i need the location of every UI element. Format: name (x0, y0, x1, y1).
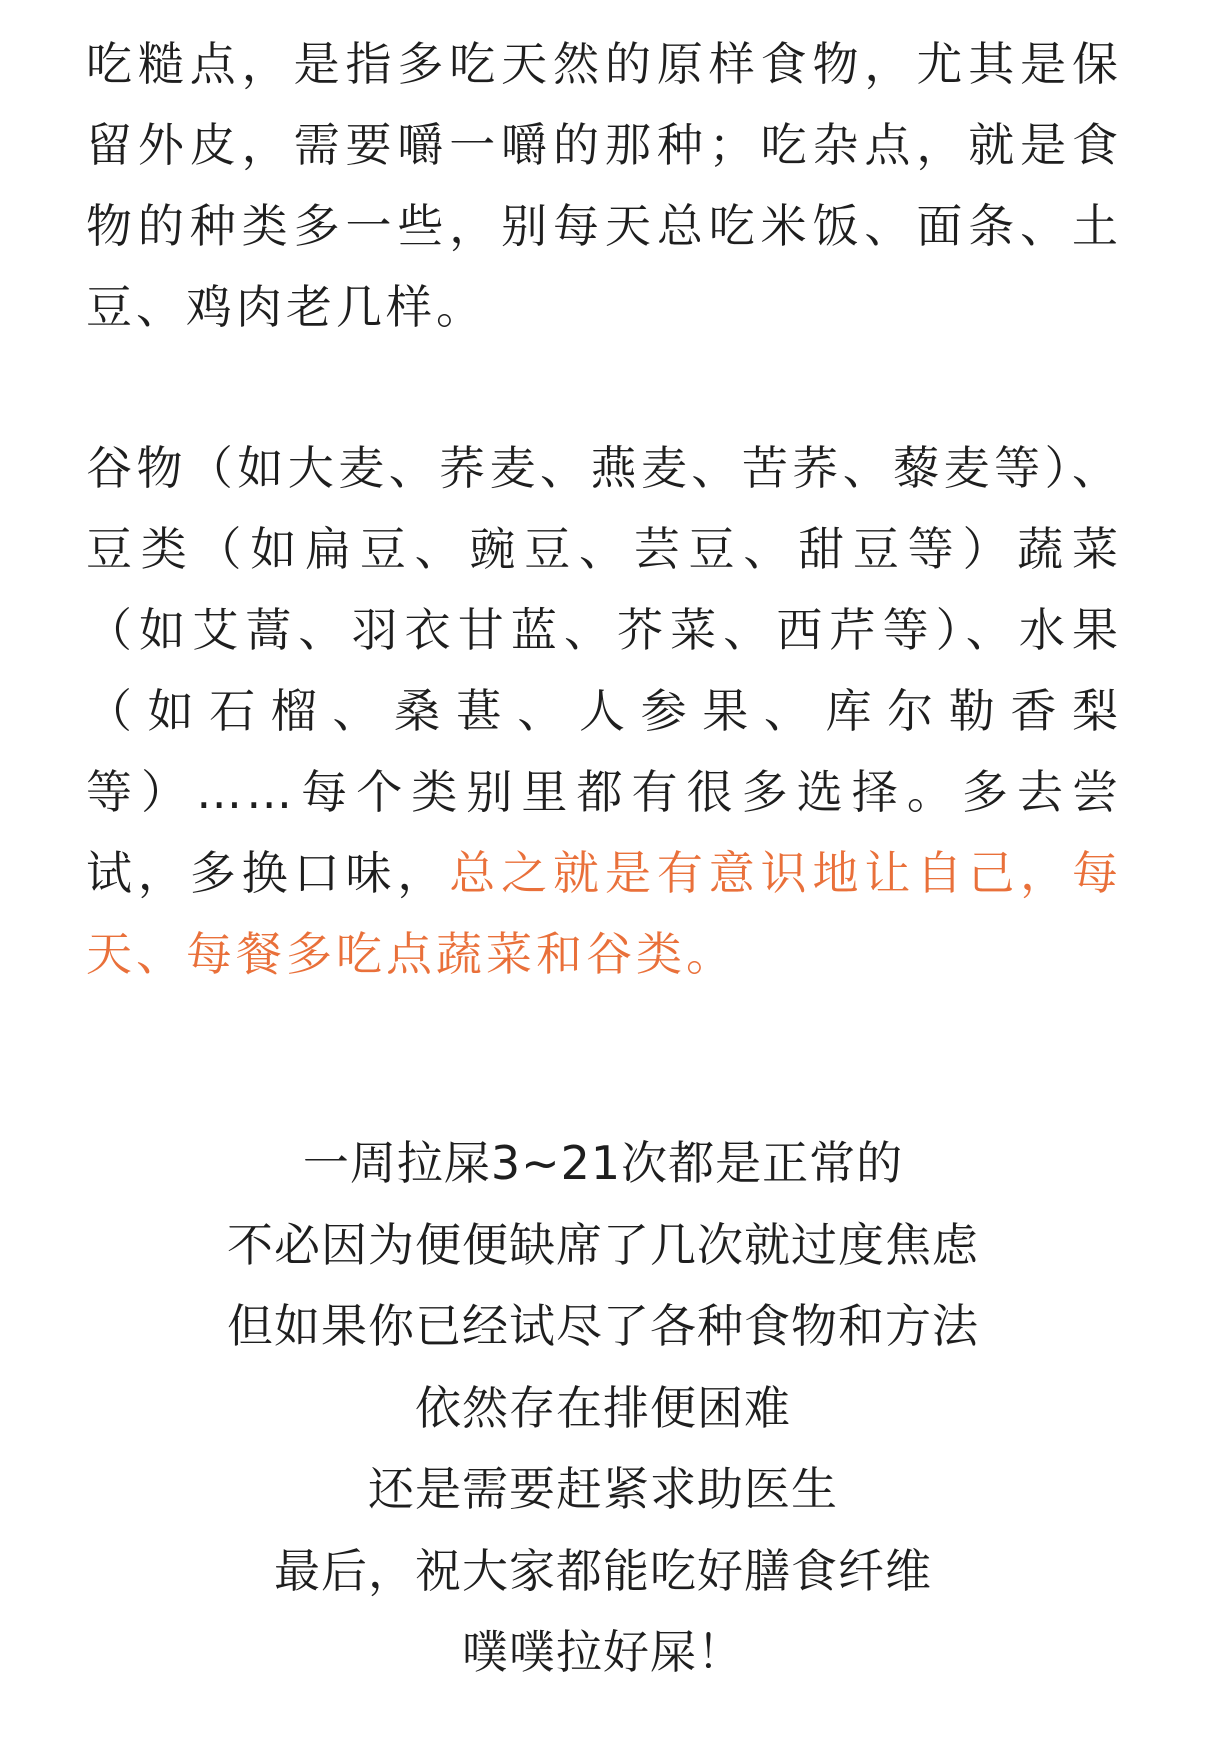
closing-message (0, 1123, 1206, 1694)
closing-line: 不必因为便便缺席了几次就过度焦虑 (227, 1217, 979, 1272)
paragraph-food-categories (86, 428, 1122, 995)
highlighted-advice: 总之就是有意识地让自己，每天、每餐多吃点蔬菜和谷类。 (86, 846, 1123, 981)
closing-line: 依然存在排便困难 (415, 1380, 791, 1435)
closing-line: 噗噗拉好屎！ (462, 1625, 744, 1679)
closing-line: 一周拉屎3~21次都是正常的 (302, 1136, 904, 1190)
paragraph-food-categories-text: 谷物（如大麦、荞麦、燕麦、苦荞、藜麦等）、豆类（如扁豆、豌豆、芸豆、甜豆等）蔬菜（如艾蒿、羽衣甘蓝、芥菜、西芹等）、水果（如石榴、桑葚、人参果、库尔勒香梨等）……每个类别里都有很多选择。多去尝试，多换口味， (86, 441, 1122, 900)
closing-line: 还是需要赶紧求助医生 (368, 1462, 838, 1516)
closing-line: 最后，祝大家都能吃好膳食纤维 (274, 1543, 932, 1598)
paragraph-eat-coarse-varied: 吃糙点，是指多吃天然的原样食物，尤其是保留外皮，需要嚼一嚼的那种；吃杂点，就是食物的种类多一些，别每天总吃米饭、面条、土豆、鸡肉老几样。 (86, 37, 1122, 334)
closing-line: 但如果你已经试尽了各种食物和方法 (227, 1299, 979, 1353)
